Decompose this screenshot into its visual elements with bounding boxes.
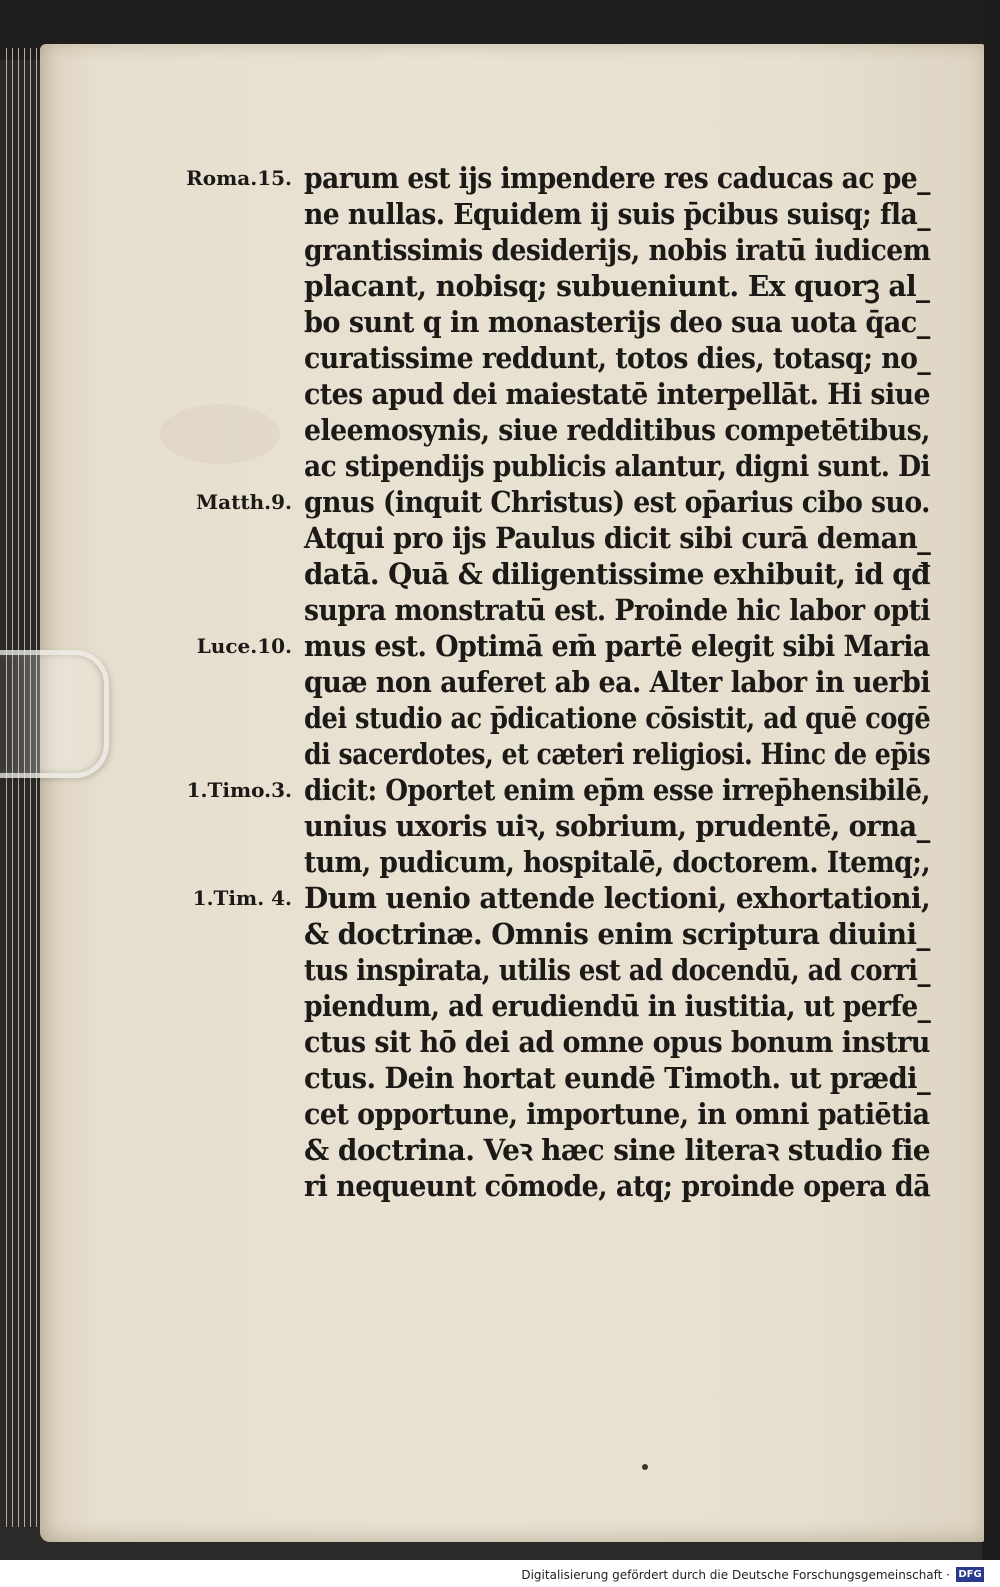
page-edge — [12, 48, 13, 1527]
footer-bar — [0, 1560, 1000, 1587]
page-edge — [6, 48, 7, 1527]
text-line: dicit: Oportet enim ep̄m esse irrep̄hensibilē, — [304, 773, 930, 807]
text-line: di sacerdotes, et cæteri religiosi. Hinc de ep̄is — [304, 737, 931, 771]
margin-note-luce: Luce.10. — [196, 634, 292, 658]
page-edge — [18, 48, 19, 1527]
text-line: supra monstratū est. Proinde hic labor opti — [304, 593, 930, 627]
text-line: parum est ijs impendere res caducas ac pe_ — [304, 161, 930, 195]
page-mark — [642, 1464, 648, 1470]
margin-note-matth: Matth.9. — [196, 490, 292, 514]
page-edge — [36, 48, 37, 1527]
scan-background-right — [982, 0, 1000, 1560]
text-line: ctes apud dei maiestatē interpellāt. Hi siue — [304, 377, 931, 411]
text-line: ri nequeunt cōmode, atq; proinde opera dā — [304, 1169, 931, 1203]
text-line: Atqui pro ijs Paulus dicit sibi curā deman_ — [304, 521, 931, 555]
funding-credit: Digitalisierung gefördert durch die Deutsche Forschungsgemeinschaft · — [521, 1568, 950, 1582]
text-line: cet opportune, importune, in omni patiētia — [304, 1097, 930, 1131]
text-line: ac stipendijs publicis alantur, digni sunt. Di — [304, 449, 931, 483]
text-line: gnus (inquit Christus) est op̄arius cibo suo. — [304, 485, 930, 519]
text-line: dei studio ac p̄dicatione cōsistit, ad quē cogē — [304, 701, 931, 735]
text-line: bo sunt q in monasterijs deo sua uota q̄ac_ — [304, 305, 930, 339]
text-line: & doctrinæ. Omnis enim scriptura diuini_ — [304, 917, 930, 951]
text-line: datā. Quā & diligentissime exhibuit, id qđ — [304, 557, 930, 591]
text-line: mus est. Optimā em̄ partē elegit sibi Maria — [304, 629, 930, 663]
dfg-logo: DFG — [956, 1567, 984, 1582]
text-line: tus inspirata, utilis est ad docendū, ad corri_ — [304, 953, 930, 987]
text-line: quæ non auferet ab ea. Alter labor in uerbi — [304, 665, 931, 699]
margin-note-tim-4: 1.Tim. 4. — [192, 886, 292, 910]
text-line: eleemosynis, siue redditibus competētibus, — [304, 413, 930, 447]
text-line: placant, nobisq; subueniunt. Ex quorꝫ al_ — [304, 269, 930, 303]
margin-note-roma: Roma.15. — [186, 166, 292, 190]
paper-stain — [160, 404, 280, 464]
text-line: & doctrina. Veꝛ hæc sine literaꝛ studio fie — [304, 1133, 931, 1167]
text-line: ctus. Dein hortat eundē Timoth. ut prædi_ — [304, 1061, 931, 1095]
text-line: piendum, ad erudiendū in iustitia, ut perfe_ — [304, 989, 931, 1023]
text-line: curatissime reddunt, totos dies, totasq; no_ — [304, 341, 931, 375]
text-line: tum, pudicum, hospitalē, doctorem. Itemq;, — [304, 845, 931, 879]
page-edge — [30, 48, 31, 1527]
text-line: grantissimis desiderijs, nobis iratū iudicem — [304, 233, 931, 267]
page-clip — [0, 650, 109, 778]
page-edge — [24, 48, 25, 1527]
margin-note-timo-3: 1.Timo.3. — [186, 778, 292, 802]
text-line: ne nullas. Equidem ij suis p̄cibus suisq; fla_ — [304, 197, 930, 231]
text-line: Dum uenio attende lectioni, exhortationi, — [304, 881, 931, 915]
text-line: ctus sit hō dei ad omne opus bonum instru — [304, 1025, 930, 1059]
text-line: unius uxoris uiꝛ, sobrium, prudentē, orna_ — [304, 809, 930, 843]
